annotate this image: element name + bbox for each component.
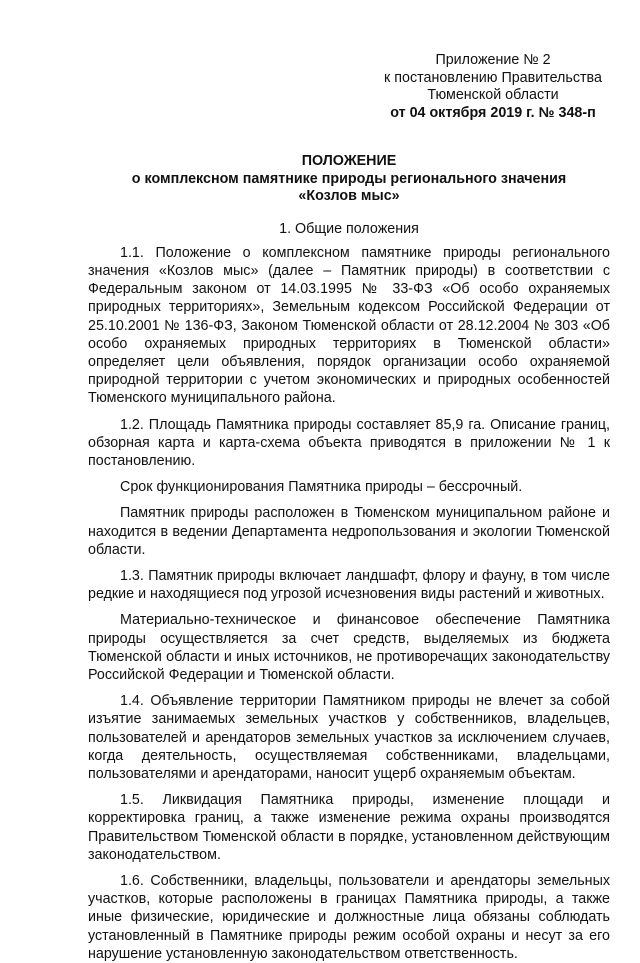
- paragraph-1-1: 1.1. Положение о комплексном памятнике природы регионального значения «Козлов мыс» (далее – Памятник природы) в соответствии с Федеральным законом от 14.03.1995 № 33-ФЗ «Об особо охраняемых природных территориях», Земельным кодексом Российской Федерации от 25.10.2001 № 136-ФЗ, Законом Тюменской области от 28.12.2004 № 303 «Об особо охраняемых природных территориях в Тюменской области» определяет цели объявления, порядок организации особо охраняемой природной территории с учетом экономических и природных особенностей Тюменского муниципального района.: [88, 244, 610, 407]
- appendix-block: [372, 52, 614, 122]
- paragraph-1-2: 1.2. Площадь Памятника природы составляет 85,9 га. Описание границ, обзорная карта и карта-схема объекта приводятся в приложении № 1 к постановлению.: [88, 416, 610, 469]
- title-heading: ПОЛОЖЕНИЕ: [301, 153, 397, 169]
- paragraph-location: Памятник природы расположен в Тюменском муниципальном районе и находится в ведении Департамента недропользования и экологии Тюменской области.: [88, 505, 610, 558]
- appendix-date-number: от 04 октября 2019 г. № 348-п: [390, 104, 596, 121]
- paragraph-1-4: 1.4. Объявление территории Памятником природы не влечет за собой изъятие занимаемых земельных участков у собственников, владельцев, пользователей и арендаторов земельных участков за исключением случаев, когда деятельность, осуществляемая собственниками, владельцами, пользователями и арендаторами, наносит ущерб охраняемым объектам.: [88, 693, 610, 782]
- paragraph-funding: Материально-техническое и финансовое обеспечение Памятника природы осуществляется за счет средств, выделяемых из бюджета Тюменской области и иных источников, не противоречащих законодательству Российской Федерации и Тюменской области.: [88, 612, 610, 683]
- paragraph-term: Срок функционирования Памятника природы – бессрочный.: [120, 479, 523, 496]
- title-subtitle-line1: о комплексном памятнике природы регионального значения: [131, 170, 567, 187]
- appendix-authority: Тюменской области: [427, 87, 559, 103]
- appendix-reference: к постановлению Правительства: [384, 69, 602, 86]
- paragraph-1-3: 1.3. Памятник природы включает ландшафт, флору и фауну, в том числе редкие и находящиеся под угрозой исчезновения виды растений и животных.: [88, 567, 610, 603]
- paragraph-1-6: 1.6. Собственники, владельцы, пользователи и арендаторы земельных участков, которые расположены в границах Памятника природы, а также иные физические, юридические и должностные лица обязаны соблюдать установленный в Памятнике природы режим особой охраны и несут за его нарушение установленную законодательством ответственность.: [88, 873, 610, 962]
- title-subtitle-line2: «Козлов мыс»: [298, 188, 400, 204]
- section-heading-general: 1. Общие положения: [279, 220, 419, 237]
- appendix-number: Приложение № 2: [435, 52, 551, 68]
- paragraph-1-5: 1.5. Ликвидация Памятника природы, изменение площади и корректировка границ, а также изменение режима охраны производятся Правительством Тюменской области в порядке, установленном действующим законодательством.: [88, 792, 610, 863]
- document-title: [88, 153, 610, 206]
